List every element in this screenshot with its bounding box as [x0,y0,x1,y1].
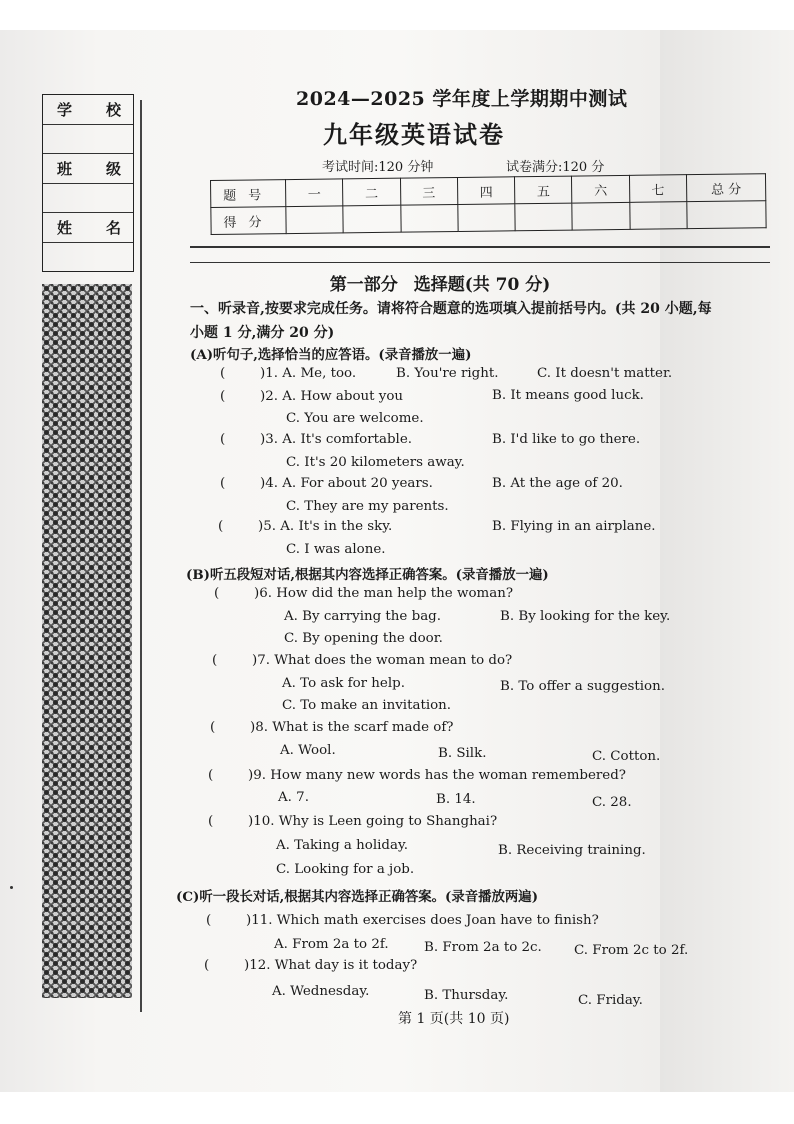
question-1: ( )1. A. Me, too. [220,366,357,381]
section-title: 第一部分 [329,275,398,295]
ink-speck [10,886,13,889]
score-col-total: 总 分 [686,174,765,202]
divider-top [190,246,770,248]
score-cell [687,201,766,229]
school-blank [43,125,133,154]
q2-option-c: C. You are welcome. [286,411,424,426]
binding-line [140,100,142,1012]
q8-option-c: C. Cotton. [592,749,661,764]
q6-option-c: C. By opening the door. [284,631,443,646]
q12-option-a: A. Wednesday. [272,984,370,999]
school-label: 学 校 [43,95,133,125]
student-info-box [42,94,134,272]
part-b-heading: (B)听五段短对话,根据其内容选择正确答案。(录音播放一遍) [186,567,549,583]
class-label: 班 级 [43,154,133,184]
instruction-line-2: 小题 1 分,满分 20 分) [190,325,335,341]
q7-option-b: B. To offer a suggestion. [500,679,666,694]
instruction-line-1: 一、听录音,按要求完成任务。请将符合题意的选项填入提前括号内。(共 20 小题,每 [190,301,712,317]
question-10: ( )10. Why is Leen going to Shanghai? [208,814,498,829]
q10-option-a: A. Taking a holiday. [276,838,408,853]
page-footer: 第 1 页(共 10 页) [398,1011,510,1027]
q5-option-b: B. Flying in an airplane. [492,519,656,534]
q10-option-c: C. Looking for a job. [276,862,415,877]
q1-option-b: B. You're right. [396,366,499,381]
full-score: 试卷满分:120 分 [506,160,605,175]
q12-option-b: B. Thursday. [424,988,509,1003]
class-blank [43,184,133,213]
score-cell [286,206,344,234]
q9-option-b: B. 14. [436,792,476,807]
q4-option-b: B. At the age of 20. [492,476,623,491]
question-3: ( )3. A. It's comfortable. [220,432,412,447]
q2-option-b: B. It means good luck. [492,388,644,403]
q8-option-b: B. Silk. [438,746,487,761]
q6-option-a: A. By carrying the bag. [284,609,442,624]
part-c-heading: (C)听一段长对话,根据其内容选择正确答案。(录音播放两遍) [176,889,539,905]
question-5: ( )5. A. It's in the sky. [218,519,393,534]
exam-title: 2024—2025 学年度上学期期中测试 [296,88,628,110]
score-col-1: 一 [286,179,344,207]
q4-option-c: C. They are my parents. [286,499,449,514]
score-cell [343,205,401,233]
q3-option-b: B. I'd like to go there. [492,432,641,447]
score-cell [629,202,687,230]
score-table [210,173,767,235]
q7-option-a: A. To ask for help. [282,676,405,691]
name-label: 姓 名 [43,213,133,243]
score-label: 得分 [211,207,286,235]
q11-option-c: C. From 2c to 2f. [574,943,689,958]
question-4: ( )4. A. For about 20 years. [220,476,433,491]
q7-option-c: C. To make an invitation. [282,698,452,713]
q9-option-a: A. 7. [278,790,309,805]
score-col-6: 六 [572,175,630,203]
score-cell [458,204,516,232]
seal-pattern-strip [42,284,132,998]
q5-option-c: C. I was alone. [286,542,386,557]
q12-option-c: C. Friday. [578,993,643,1008]
section-heading [270,270,610,295]
score-cell [572,202,630,230]
q3-option-c: C. It's 20 kilometers away. [286,455,465,470]
question-6: ( )6. How did the man help the woman? [214,586,513,601]
score-col-3: 三 [400,177,458,205]
score-col-5: 五 [515,176,573,204]
q6-option-b: B. By looking for the key. [500,609,671,624]
question-8: ( )8. What is the scarf made of? [210,720,454,735]
question-11: ( )11. Which math exercises does Joan have to finish? [206,913,599,928]
q1-option-c: C. It doesn't matter. [537,366,673,381]
q9-option-c: C. 28. [592,795,632,810]
score-cell [515,203,573,231]
exam-time: 考试时间:120 分钟 [322,160,434,175]
question-2: ( )2. A. How about you [220,389,404,404]
name-blank [43,243,133,271]
question-9: ( )9. How many new words has the woman remembered? [208,768,626,783]
q11-option-a: A. From 2a to 2f. [274,937,389,952]
question-12: ( )12. What day is it today? [204,958,418,973]
exam-subject-title: 九年级英语试卷 [323,120,505,149]
divider-top-thin [190,262,770,263]
score-col-2: 二 [343,178,401,206]
score-col-7: 七 [629,175,687,203]
score-cell [400,204,458,232]
question-7: ( )7. What does the woman mean to do? [212,653,513,668]
question-number-label: 题号 [211,180,286,208]
q11-option-b: B. From 2a to 2c. [424,940,542,955]
part-a-heading: (A)听句子,选择恰当的应答语。(录音播放一遍) [190,347,472,363]
q8-option-a: A. Wool. [280,743,336,758]
q10-option-b: B. Receiving training. [498,843,646,858]
section-subtitle: 选择题(共 70 分) [413,275,551,295]
score-col-4: 四 [457,177,515,205]
